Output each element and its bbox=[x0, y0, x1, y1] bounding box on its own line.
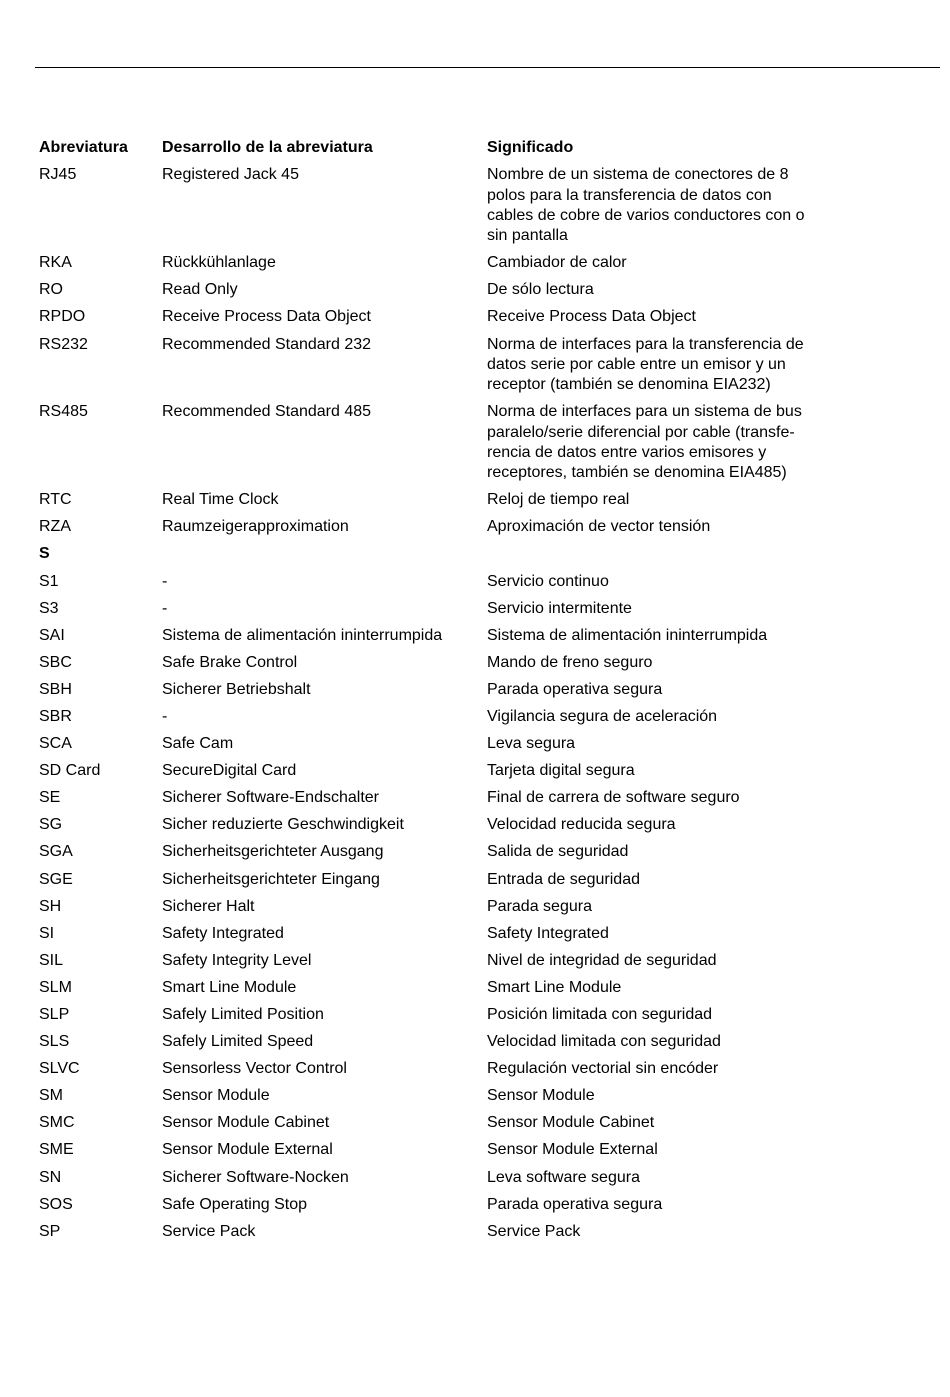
meaning-line: rencia de datos entre varios emisores y bbox=[487, 443, 767, 461]
abbreviation-cell: SP bbox=[39, 1222, 61, 1240]
expansion-cell: Sensorless Vector Control bbox=[162, 1060, 347, 1078]
abbreviation-cell: SN bbox=[39, 1168, 62, 1186]
meaning-line: Smart Line Module bbox=[487, 978, 622, 996]
abbreviation-cell: SLM bbox=[39, 978, 72, 996]
abbreviation-table bbox=[39, 138, 819, 1249]
meaning-line: Sistema de alimentación ininterrumpida bbox=[487, 626, 768, 644]
expansion-cell: Safety Integrated bbox=[162, 924, 284, 942]
abbreviation-cell: SBC bbox=[39, 653, 72, 671]
expansion-cell: Service Pack bbox=[162, 1222, 256, 1240]
expansion-cell: Raumzeigerapproximation bbox=[162, 518, 349, 536]
abbreviation-cell: SAI bbox=[39, 626, 65, 644]
expansion-cell: Sensor Module bbox=[162, 1087, 270, 1105]
abbreviation-cell: SI bbox=[39, 924, 55, 942]
expansion-cell: Registered Jack 45 bbox=[162, 166, 299, 184]
table-row bbox=[39, 653, 819, 680]
expansion-cell: Rückkühlanlage bbox=[162, 254, 276, 272]
table-row bbox=[39, 1113, 819, 1140]
meaning-line: Posición limitada con seguridad bbox=[487, 1006, 713, 1024]
table-row bbox=[39, 626, 819, 653]
meaning-cell bbox=[487, 707, 819, 734]
expansion-cell: Smart Line Module bbox=[162, 978, 297, 996]
meaning-line: Cambiador de calor bbox=[487, 254, 627, 272]
expansion-cell: Sicherer Software-Nocken bbox=[162, 1168, 349, 1186]
table-row bbox=[39, 1005, 819, 1032]
table-row bbox=[39, 707, 819, 734]
meaning-cell bbox=[487, 815, 819, 842]
abbreviation-cell: SLS bbox=[39, 1033, 70, 1051]
abbreviation-cell: RS485 bbox=[39, 403, 88, 421]
meaning-line: De sólo lectura bbox=[487, 281, 594, 299]
meaning-line: Velocidad reducida segura bbox=[487, 816, 676, 834]
column-header-meaning: Significado bbox=[487, 139, 574, 156]
meaning-line: Norma de interfaces para un sistema de bus bbox=[487, 403, 802, 421]
expansion-cell: Safely Limited Speed bbox=[162, 1033, 314, 1051]
table-row bbox=[39, 897, 819, 924]
meaning-cell bbox=[487, 978, 819, 1005]
table-header-row bbox=[39, 138, 819, 165]
meaning-line: Regulación vectorial sin encóder bbox=[487, 1060, 719, 1078]
expansion-cell: Sicherer Halt bbox=[162, 897, 255, 915]
meaning-line: datos serie por cable entre un emisor y un bbox=[487, 355, 786, 373]
table-row bbox=[39, 253, 819, 280]
meaning-cell bbox=[487, 1086, 819, 1113]
meaning-line: Entrada de seguridad bbox=[487, 870, 640, 888]
expansion-cell: Recommended Standard 485 bbox=[162, 403, 372, 421]
section-heading-row bbox=[39, 544, 819, 571]
meaning-line: Nivel de integridad de seguridad bbox=[487, 951, 717, 969]
table-row bbox=[39, 335, 819, 403]
table-row bbox=[39, 788, 819, 815]
table-row bbox=[39, 951, 819, 978]
abbreviation-cell: SD Card bbox=[39, 762, 101, 780]
table-row bbox=[39, 1032, 819, 1059]
table-row bbox=[39, 815, 819, 842]
meaning-line: Leva segura bbox=[487, 735, 576, 753]
table-row bbox=[39, 1222, 819, 1249]
meaning-line: Parada operativa segura bbox=[487, 1195, 663, 1213]
meaning-cell bbox=[487, 734, 819, 761]
meaning-line: Final de carrera de software seguro bbox=[487, 789, 740, 807]
meaning-line: Sensor Module Cabinet bbox=[487, 1114, 655, 1132]
abbreviation-cell: RPDO bbox=[39, 308, 86, 326]
expansion-cell: Sicher reduzierte Geschwindigkeit bbox=[162, 816, 404, 834]
meaning-cell bbox=[487, 572, 819, 599]
meaning-cell bbox=[487, 626, 819, 653]
meaning-cell bbox=[487, 870, 819, 897]
table-row bbox=[39, 165, 819, 253]
expansion-cell: Recommended Standard 232 bbox=[162, 335, 372, 353]
abbreviation-cell: SG bbox=[39, 816, 63, 834]
meaning-cell bbox=[487, 1113, 819, 1140]
column-header-abbreviation: Abreviatura bbox=[39, 139, 128, 156]
meaning-line: Salida de seguridad bbox=[487, 843, 629, 861]
meaning-cell bbox=[487, 280, 819, 307]
meaning-cell bbox=[487, 1005, 819, 1032]
meaning-line: Nombre de un sistema de conectores de 8 bbox=[487, 166, 789, 184]
abbreviation-cell: SGA bbox=[39, 843, 73, 861]
meaning-line: Parada segura bbox=[487, 897, 592, 915]
meaning-line: Vigilancia segura de aceleración bbox=[487, 707, 718, 725]
expansion-cell: - bbox=[162, 707, 168, 725]
abbreviation-cell: RJ45 bbox=[39, 166, 77, 184]
meaning-line: receptor (también se denomina EIA232) bbox=[487, 376, 771, 394]
abbreviation-cell: SIL bbox=[39, 951, 64, 969]
abbreviation-cell: RKA bbox=[39, 254, 72, 272]
section-letter: S bbox=[39, 545, 50, 563]
expansion-cell: - bbox=[162, 572, 168, 590]
meaning-line: paralelo/serie diferencial por cable (transfe- bbox=[487, 423, 795, 441]
expansion-cell: Sicherer Betriebshalt bbox=[162, 680, 311, 698]
meaning-cell bbox=[487, 1032, 819, 1059]
meaning-cell bbox=[487, 951, 819, 978]
meaning-cell bbox=[487, 517, 819, 544]
meaning-line: Sensor Module bbox=[487, 1087, 595, 1105]
meaning-line: Parada operativa segura bbox=[487, 680, 663, 698]
table-body bbox=[39, 165, 819, 1249]
meaning-cell bbox=[487, 1168, 819, 1195]
meaning-cell bbox=[487, 253, 819, 280]
abbreviation-cell: RS232 bbox=[39, 335, 88, 353]
meaning-cell bbox=[487, 842, 819, 869]
abbreviation-cell: SBH bbox=[39, 680, 72, 698]
expansion-cell: Safe Brake Control bbox=[162, 653, 298, 671]
meaning-line: Safety Integrated bbox=[487, 924, 609, 942]
table-row bbox=[39, 680, 819, 707]
meaning-line: Leva software segura bbox=[487, 1168, 640, 1186]
meaning-line: Service Pack bbox=[487, 1222, 581, 1240]
abbreviation-cell: SGE bbox=[39, 870, 73, 888]
expansion-cell: Sensor Module External bbox=[162, 1141, 333, 1159]
meaning-cell bbox=[487, 924, 819, 951]
expansion-cell: Receive Process Data Object bbox=[162, 308, 371, 326]
expansion-cell: Sicherheitsgerichteter Eingang bbox=[162, 870, 380, 888]
table-row bbox=[39, 280, 819, 307]
table-row bbox=[39, 490, 819, 517]
abbreviation-cell: SH bbox=[39, 897, 62, 915]
expansion-cell: Real Time Clock bbox=[162, 491, 279, 509]
table-row bbox=[39, 1168, 819, 1195]
abbreviation-cell: S3 bbox=[39, 599, 59, 617]
meaning-cell bbox=[487, 680, 819, 707]
meaning-cell bbox=[487, 1140, 819, 1167]
abbreviation-cell: RO bbox=[39, 281, 63, 299]
expansion-cell: Read Only bbox=[162, 281, 238, 299]
meaning-cell bbox=[487, 1222, 819, 1249]
abbreviation-cell: SCA bbox=[39, 735, 72, 753]
meaning-line: Receive Process Data Object bbox=[487, 308, 696, 326]
expansion-cell: - bbox=[162, 599, 168, 617]
abbreviation-cell: SLVC bbox=[39, 1060, 80, 1078]
abbreviation-cell: SME bbox=[39, 1141, 74, 1159]
meaning-line: Velocidad limitada con seguridad bbox=[487, 1033, 721, 1051]
meaning-cell bbox=[487, 788, 819, 815]
meaning-line: Norma de interfaces para la transferencia de bbox=[487, 335, 804, 353]
meaning-line: Servicio continuo bbox=[487, 572, 609, 590]
abbreviation-cell: RTC bbox=[39, 491, 72, 509]
table-row bbox=[39, 402, 819, 490]
meaning-line: Tarjeta digital segura bbox=[487, 762, 635, 780]
table-row bbox=[39, 734, 819, 761]
expansion-cell: Sistema de alimentación ininterrumpida bbox=[162, 626, 443, 644]
table-row bbox=[39, 924, 819, 951]
table-row bbox=[39, 978, 819, 1005]
meaning-cell bbox=[487, 599, 819, 626]
meaning-cell bbox=[487, 1059, 819, 1086]
meaning-line: polos para la transferencia de datos con bbox=[487, 186, 772, 204]
expansion-cell: Sensor Module Cabinet bbox=[162, 1114, 330, 1132]
expansion-cell: Sicherheitsgerichteter Ausgang bbox=[162, 843, 384, 861]
table-row bbox=[39, 1195, 819, 1222]
meaning-line: Servicio intermitente bbox=[487, 599, 632, 617]
header-rule bbox=[35, 67, 940, 68]
meaning-cell bbox=[487, 761, 819, 788]
table-row bbox=[39, 761, 819, 788]
meaning-cell bbox=[487, 653, 819, 680]
table-row bbox=[39, 572, 819, 599]
meaning-cell bbox=[487, 165, 819, 253]
abbreviation-cell: SOS bbox=[39, 1195, 73, 1213]
column-header-expansion: Desarrollo de la abreviatura bbox=[162, 139, 373, 156]
abbreviation-cell: SLP bbox=[39, 1006, 70, 1024]
meaning-line: Sensor Module External bbox=[487, 1141, 658, 1159]
abbreviation-cell: SBR bbox=[39, 707, 72, 725]
table-row bbox=[39, 870, 819, 897]
meaning-cell bbox=[487, 1195, 819, 1222]
table-row bbox=[39, 1059, 819, 1086]
table-row bbox=[39, 1086, 819, 1113]
meaning-cell bbox=[487, 402, 819, 490]
meaning-cell bbox=[487, 897, 819, 924]
abbreviation-cell: S1 bbox=[39, 572, 59, 590]
meaning-cell bbox=[487, 335, 819, 403]
expansion-cell: Safety Integrity Level bbox=[162, 951, 312, 969]
table-row bbox=[39, 1140, 819, 1167]
expansion-cell: Sicherer Software-Endschalter bbox=[162, 789, 379, 807]
expansion-cell: Safely Limited Position bbox=[162, 1006, 324, 1024]
expansion-cell: SecureDigital Card bbox=[162, 762, 297, 780]
expansion-cell: Safe Operating Stop bbox=[162, 1195, 307, 1213]
abbreviation-cell: SMC bbox=[39, 1114, 75, 1132]
expansion-cell: Safe Cam bbox=[162, 735, 234, 753]
meaning-line: receptores, también se denomina EIA485) bbox=[487, 464, 787, 482]
meaning-line: Reloj de tiempo real bbox=[487, 491, 630, 509]
meaning-line: sin pantalla bbox=[487, 227, 568, 245]
meaning-line: cables de cobre de varios conductores con o bbox=[487, 206, 805, 224]
meaning-cell bbox=[487, 490, 819, 517]
meaning-cell bbox=[487, 307, 819, 334]
table-row bbox=[39, 307, 819, 334]
table-row bbox=[39, 599, 819, 626]
table-row bbox=[39, 842, 819, 869]
meaning-line: Aproximación de vector tensión bbox=[487, 518, 711, 536]
abbreviation-cell: SM bbox=[39, 1087, 63, 1105]
abbreviation-cell: SE bbox=[39, 789, 61, 807]
meaning-line: Mando de freno seguro bbox=[487, 653, 653, 671]
abbreviation-cell: RZA bbox=[39, 518, 71, 536]
table-row bbox=[39, 517, 819, 544]
